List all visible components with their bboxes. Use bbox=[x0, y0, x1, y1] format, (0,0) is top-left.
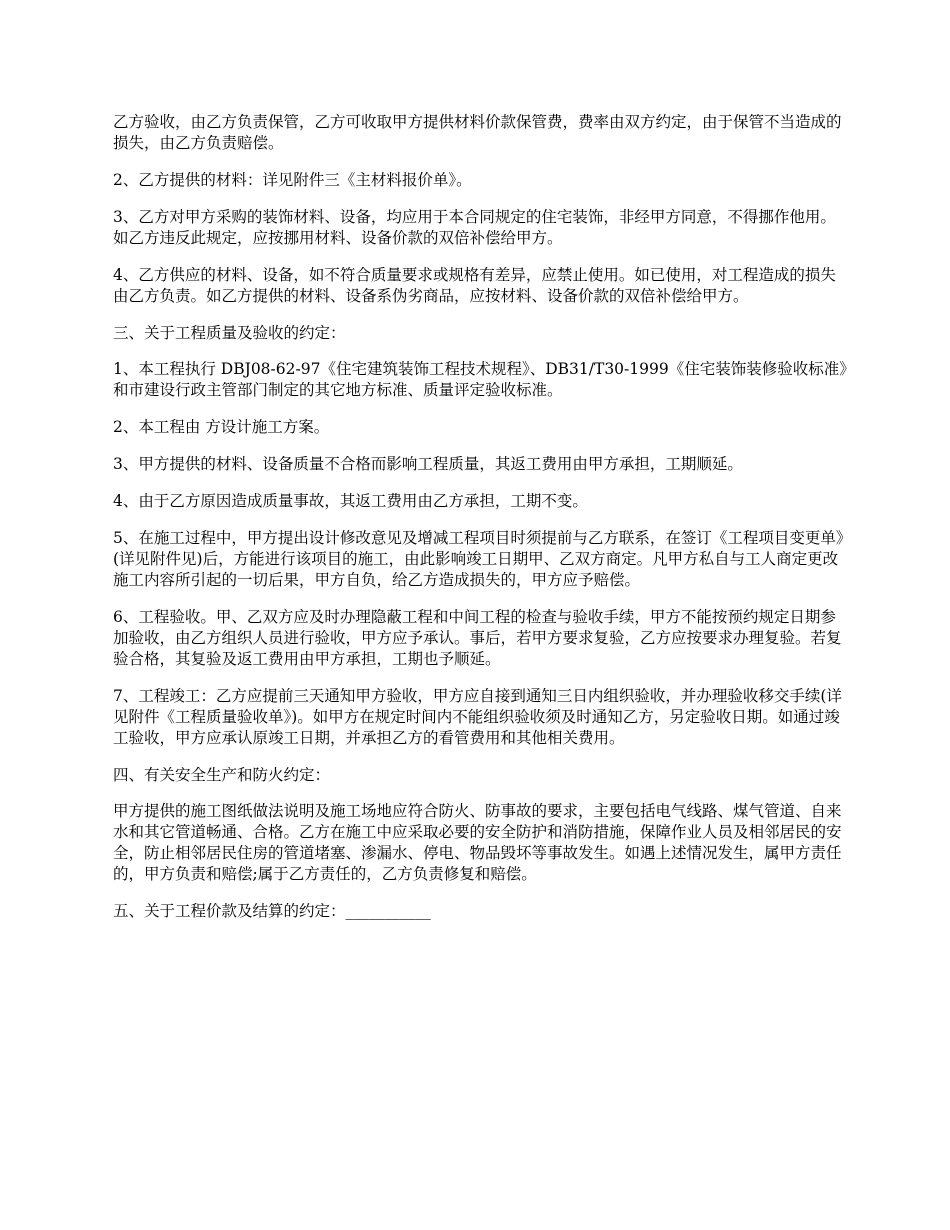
paragraph-design-plan: 2、本工程由 方设计施工方案。 bbox=[113, 418, 330, 436]
document-body bbox=[113, 112, 848, 937]
paragraph-completion: 7、工程竣工：乙方应提前三天通知甲方验收，甲方应自接到通知三日内组织验收，并办理验收移交手续(详见附件《工程质量验收单》)。如甲方在规定时间内不能组织验收须及时通知乙方，另定验收日期。如通过竣工验收，甲方应承认原竣工日期，并承担乙方的看管费用和其他相关费用。 bbox=[113, 687, 842, 747]
paragraph-owner-material-defects: 3、甲方提供的材料、设备质量不合格而影响工程质量，其返工费用由甲方承担，工期顺延。 bbox=[113, 455, 743, 473]
paragraph-design-changes: 5、在施工过程中，甲方提出设计修改意见及增减工程项目时须提前与乙方联系，在签订《工程项目变更单》(详见附件见)后，方能进行该项目的施工，由此影响竣工日期甲、乙双方商定。凡甲方私自与工人商定更改施工内容所引起的一切后果，甲方自负，给乙方造成损失的，甲方应予赔偿。 bbox=[113, 529, 844, 589]
paragraph-contractor-materials: 2、乙方提供的材料：详见附件三《主材料报价单》。 bbox=[113, 171, 472, 189]
paragraph-material-custody: 乙方验收，由乙方负责保管，乙方可收取甲方提供材料价款保管费，费率由双方约定，由于保管不当造成的损失，由乙方负责赔偿。 bbox=[113, 113, 842, 152]
section-heading-price-settlement: 五、关于工程价款及结算的约定：___________ bbox=[113, 902, 431, 920]
paragraph-safety-requirements: 甲方提供的施工图纸做法说明及施工场地应符合防火、防事故的要求，主要包括电气线路、煤气管道、自来水和其它管道畅通、合格。乙方在施工中应采取必要的安全防护和消防措施，保障作业人员及相邻居民的安全，防止相邻居民住房的管道堵塞、渗漏水、停电、物品毁坏等事故发生。如遇上述情况发生，属甲方责任的，甲方负责和赔偿;属于乙方责任的，乙方负责修复和赔偿。 bbox=[113, 802, 842, 883]
section-heading-safety-fire: 四、有关安全生产和防火约定： bbox=[113, 766, 331, 784]
section-heading-quality-acceptance: 三、关于工程质量及验收的约定： bbox=[113, 324, 346, 342]
paragraph-material-quality: 4、乙方供应的材料、设备，如不符合质量要求或规格有差异，应禁止使用。如已使用，对工程造成的损失由乙方负责。如乙方提供的材料、设备系伪劣商品，应按材料、设备价款的双倍补偿给甲方。 bbox=[113, 266, 836, 305]
paragraph-standards: 1、本工程执行 DBJ08-62-97《住宅建筑装饰工程技术规程》、DB31/T30-1999《住宅装饰装修验收标准》和市建设行政主管部门制定的其它地方标准、质量评定验收标准。 bbox=[113, 360, 847, 399]
paragraph-project-inspection: 6、工程验收。甲、乙双方应及时办理隐蔽工程和中间工程的检查与验收手续，甲方不能按预约规定日期参加验收，由乙方组织人员进行验收，甲方应予承认。事后，若甲方要求复验，乙方应按要求办理复验。若复验合格，其复验及返工费用由甲方承担，工期也予顺延。 bbox=[113, 608, 842, 668]
paragraph-quality-accidents: 4、由于乙方原因造成质量事故，其返工费用由乙方承担，工期不变。 bbox=[113, 492, 588, 510]
paragraph-material-usage: 3、乙方对甲方采购的装饰材料、设备，均应用于本合同规定的住宅装饰，非经甲方同意，不得挪作他用。如乙方违反此规定，应按挪用材料、设备价款的双倍补偿给甲方。 bbox=[113, 208, 836, 247]
